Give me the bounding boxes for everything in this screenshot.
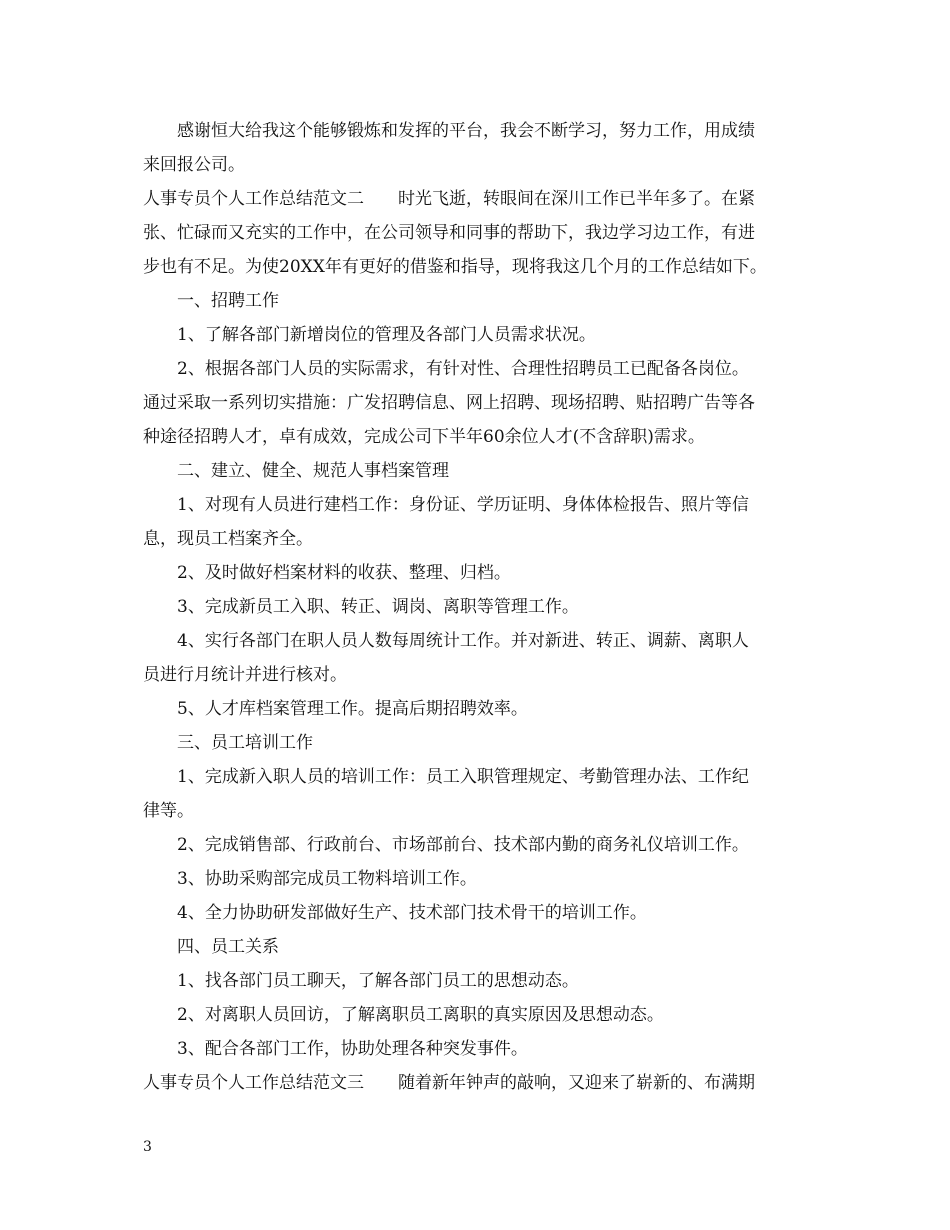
subheading-training: 三、员工培训工作 — [177, 733, 313, 753]
section-heading-line — [143, 1066, 809, 1100]
subheading-archives: 二、建立、健全、规范人事档案管理 — [177, 461, 449, 481]
list-item: 4、全力协助研发部做好生产、技术部门技术骨干的培训工作。 — [177, 903, 647, 923]
paragraph-line: 来回报公司。 — [143, 155, 245, 175]
section-heading-three-text: 随着新年钟声的敲响，又迎来了崭新的、布满期 — [398, 1073, 755, 1093]
list-item: 5、人才库档案管理工作。提高后期招聘效率。 — [177, 699, 528, 719]
section-heading-two-text: 时光飞逝，转眼间在深川工作已半年多了。在紧 — [398, 189, 755, 209]
page-number: 3 — [143, 1139, 152, 1155]
paragraph-line: 感谢恒大给我这个能够锻炼和发挥的平台，我会不断学习，努力工作，用成绩 — [177, 121, 755, 141]
subheading-relations: 四、员工关系 — [177, 937, 279, 957]
list-item: 3、协助采购部完成员工物料培训工作。 — [177, 869, 477, 889]
paragraph-line: 息，现员工档案齐全。 — [143, 529, 313, 549]
document-body — [143, 114, 809, 1100]
list-item: 2、对离职人员回访，了解离职员工离职的真实原因及思想动态。 — [177, 1005, 664, 1025]
paragraph-line: 种途径招聘人才，卓有成效，完成公司下半年60余位人才(不含辞职)需求。 — [143, 427, 705, 447]
list-item: 2、根据各部门人员的实际需求，有针对性、合理性招聘员工已配备各岗位。 — [177, 359, 749, 379]
section-heading-line — [143, 182, 809, 216]
paragraph-line: 员进行月统计并进行核对。 — [143, 665, 347, 685]
paragraph-line: 步也有不足。为使20XX年有更好的借鉴和指导，现将我这几个月的工作总结如下。 — [143, 257, 767, 277]
list-item: 1、找各部门员工聊天，了解各部门员工的思想动态。 — [177, 971, 579, 991]
list-item: 1、完成新入职人员的培训工作：员工入职管理规定、考勤管理办法、工作纪 — [177, 767, 749, 787]
section-heading-three: 人事专员个人工作总结范文三 — [143, 1073, 364, 1093]
list-item: 3、配合各部门工作，协助处理各种突发事件。 — [177, 1039, 528, 1059]
paragraph-line: 张、忙碌而又充实的工作中，在公司领导和同事的帮助下，我边学习边工作，有进 — [143, 223, 755, 243]
paragraph-line: 律等。 — [143, 801, 194, 821]
list-item: 2、完成销售部、行政前台、市场部前台、技术部内勤的商务礼仪培训工作。 — [177, 835, 749, 855]
paragraph-line: 通过采取一系列切实措施：广发招聘信息、网上招聘、现场招聘、贴招聘广告等各 — [143, 393, 755, 413]
subheading-recruitment: 一、招聘工作 — [177, 291, 279, 311]
section-heading-two: 人事专员个人工作总结范文二 — [143, 189, 364, 209]
list-item: 1、对现有人员进行建档工作：身份证、学历证明、身体体检报告、照片等信 — [177, 495, 749, 515]
list-item: 3、完成新员工入职、转正、调岗、离职等管理工作。 — [177, 597, 579, 617]
list-item: 1、了解各部门新增岗位的管理及各部门人员需求状况。 — [177, 325, 596, 345]
list-item: 4、实行各部门在职人员人数每周统计工作。并对新进、转正、调薪、离职人 — [177, 631, 749, 651]
list-item: 2、及时做好档案材料的收获、整理、归档。 — [177, 563, 511, 583]
